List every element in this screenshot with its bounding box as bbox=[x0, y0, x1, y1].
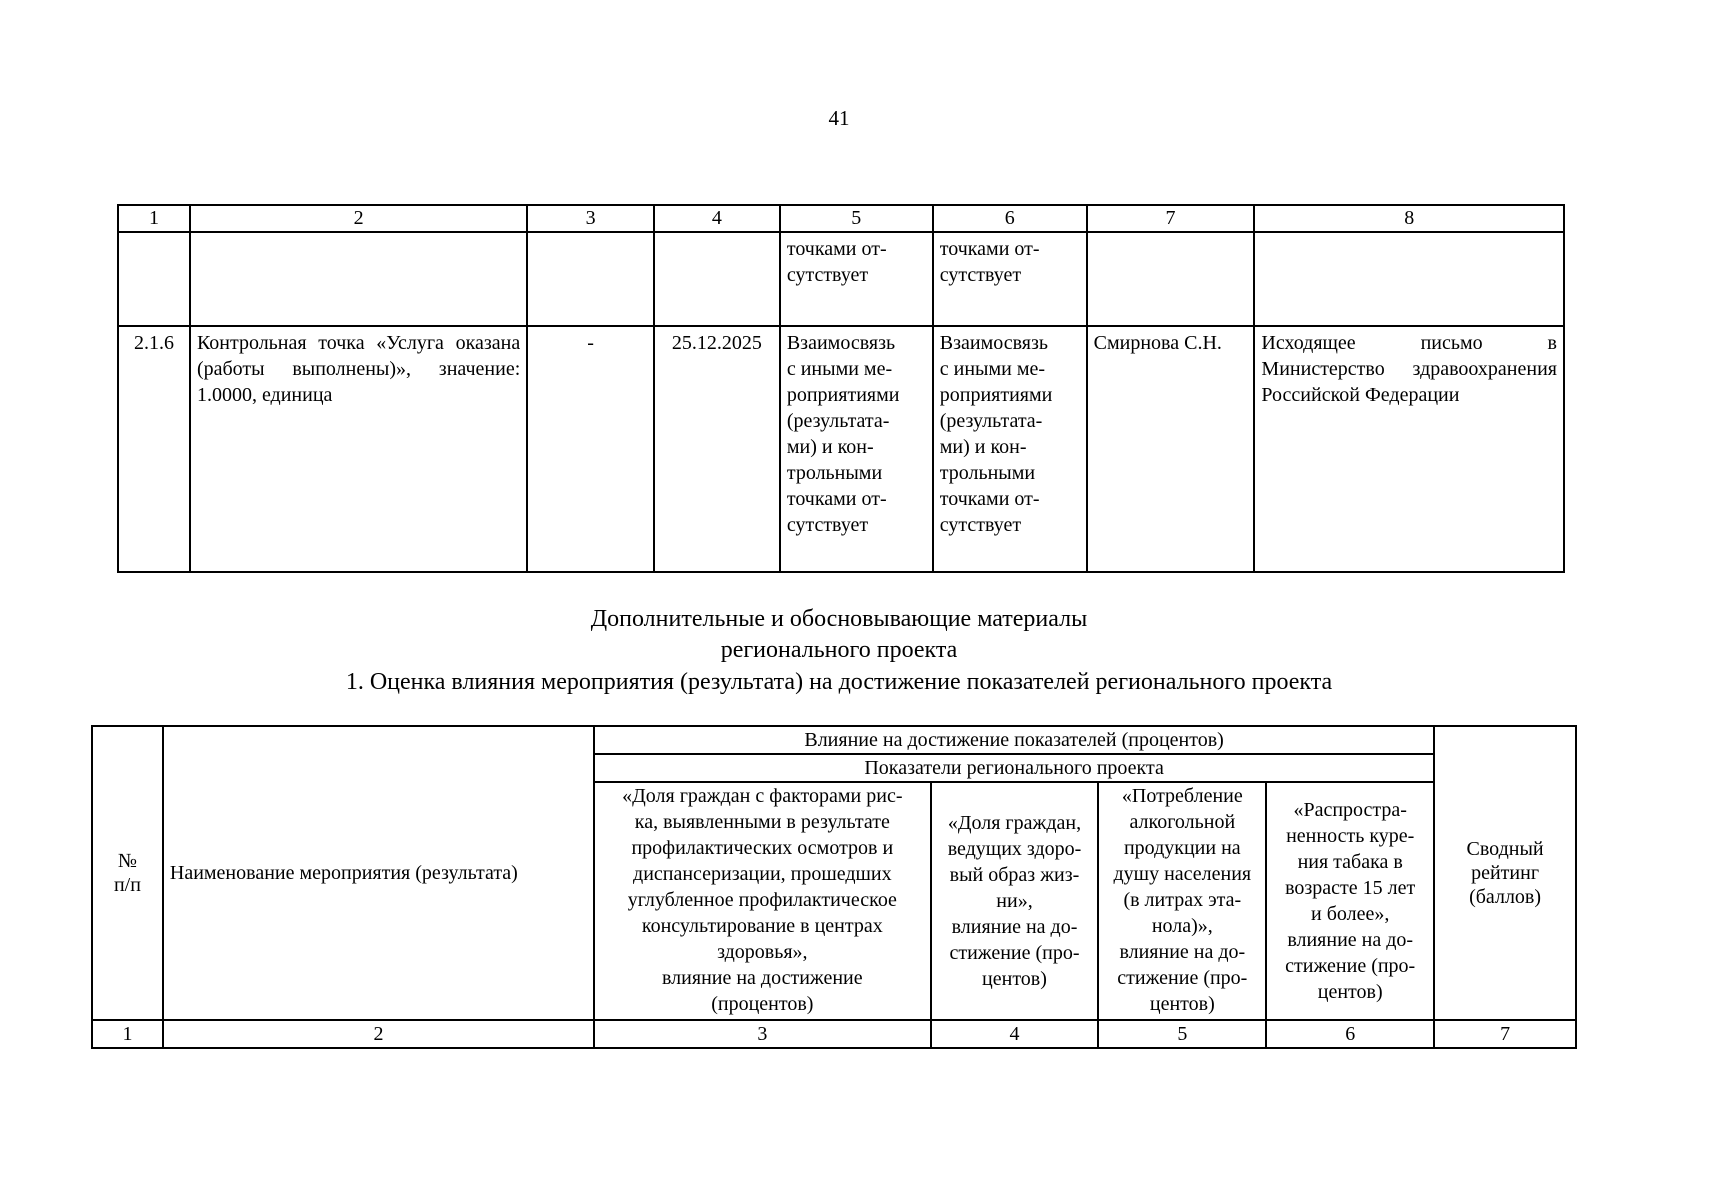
table1-header-cell: 6 bbox=[933, 205, 1087, 232]
column-number: 7 bbox=[1434, 1020, 1576, 1048]
impact-group-header: Влияние на достижение показателей (процентов) bbox=[594, 726, 1434, 754]
column-number: 5 bbox=[1098, 1020, 1266, 1048]
indicator-header: «Доля граждан с факторами рис- ка, выявленными в результате профилактических осмотров и диспансеризации, прошедших углубленное профилактическое консультирование в центрах здоровья», влияние на достижение (процентов) bbox=[594, 782, 931, 1020]
table-row bbox=[118, 232, 1564, 326]
column-number: 6 bbox=[1266, 1020, 1434, 1048]
indicator-header: «Распростра- ненность куре- ния табака в возрасте 15 лет и более», влияние на до- стижение (про- центов) bbox=[1266, 782, 1434, 1020]
rating-column-header: Сводный рейтинг (баллов) bbox=[1434, 726, 1576, 1020]
table1-cell bbox=[1087, 232, 1255, 326]
table1-header-row bbox=[118, 205, 1564, 232]
responsible-person: Смирнова С.Н. bbox=[1087, 326, 1255, 572]
milestone-date: 25.12.2025 bbox=[654, 326, 780, 572]
number-column-header: № п/п bbox=[92, 726, 163, 1020]
indicators-subgroup-header: Показатели регионального проекта bbox=[594, 754, 1434, 782]
name-column-header: Наименование мероприятия (результата) bbox=[163, 726, 594, 1020]
table1-cell: точками от- сутствует bbox=[933, 232, 1087, 326]
table1-cell: Взаимосвязь с иными ме- роприятиями (результата- ми) и кон- трольными точками от- сутствует bbox=[780, 326, 933, 572]
table1-header-cell: 2 bbox=[190, 205, 527, 232]
table1-cell bbox=[654, 232, 780, 326]
table1-cell: - bbox=[527, 326, 654, 572]
milestones-table bbox=[117, 204, 1565, 573]
table1-header-cell: 7 bbox=[1087, 205, 1255, 232]
table1-cell bbox=[1254, 232, 1564, 326]
column-number: 1 bbox=[92, 1020, 163, 1048]
column-number: 2 bbox=[163, 1020, 594, 1048]
section-subtitle: 1. Оценка влияния мероприятия (результата) на достижение показателей регионального проекта bbox=[345, 669, 1333, 695]
table1-header-cell: 1 bbox=[118, 205, 190, 232]
section-title-line2: регионального проекта bbox=[720, 637, 958, 663]
column-number: 4 bbox=[931, 1020, 1099, 1048]
table1-header-cell: 8 bbox=[1254, 205, 1564, 232]
page-number: 41 bbox=[828, 106, 850, 130]
indicator-header: «Потребление алкогольной продукции на душу населения (в литрах эта- нола)», влияние на до- стижение (про- центов) bbox=[1098, 782, 1266, 1020]
section-title-line1: Дополнительные и обосновывающие материалы bbox=[590, 606, 1088, 632]
table1-cell: точками от- сутствует bbox=[780, 232, 933, 326]
table1-cell bbox=[190, 232, 527, 326]
table-row bbox=[118, 326, 1564, 572]
confirming-document: Исходящее письмо в Министерство здравоохранения Российской Федерации bbox=[1254, 326, 1564, 572]
table1-cell: Взаимосвязь с иными ме- роприятиями (результата- ми) и кон- трольными точками от- сутствует bbox=[933, 326, 1087, 572]
column-number: 3 bbox=[594, 1020, 931, 1048]
indicator-header: «Доля граждан, ведущих здоро- вый образ жиз- ни», влияние на до- стижение (про- центов) bbox=[931, 782, 1099, 1020]
milestone-name: Контрольная точка «Услуга оказана (работы выполнены)», значение: 1.0000, единица bbox=[190, 326, 527, 572]
table1-header-cell: 4 bbox=[654, 205, 780, 232]
impact-assessment-table bbox=[91, 725, 1577, 1049]
table2-header-row bbox=[92, 726, 1576, 754]
table1-header-cell: 5 bbox=[780, 205, 933, 232]
table1-cell bbox=[527, 232, 654, 326]
table2-number-row bbox=[92, 1020, 1576, 1048]
table1-cell bbox=[118, 232, 190, 326]
row-number: 2.1.6 bbox=[118, 326, 190, 572]
table1-header-cell: 3 bbox=[527, 205, 654, 232]
